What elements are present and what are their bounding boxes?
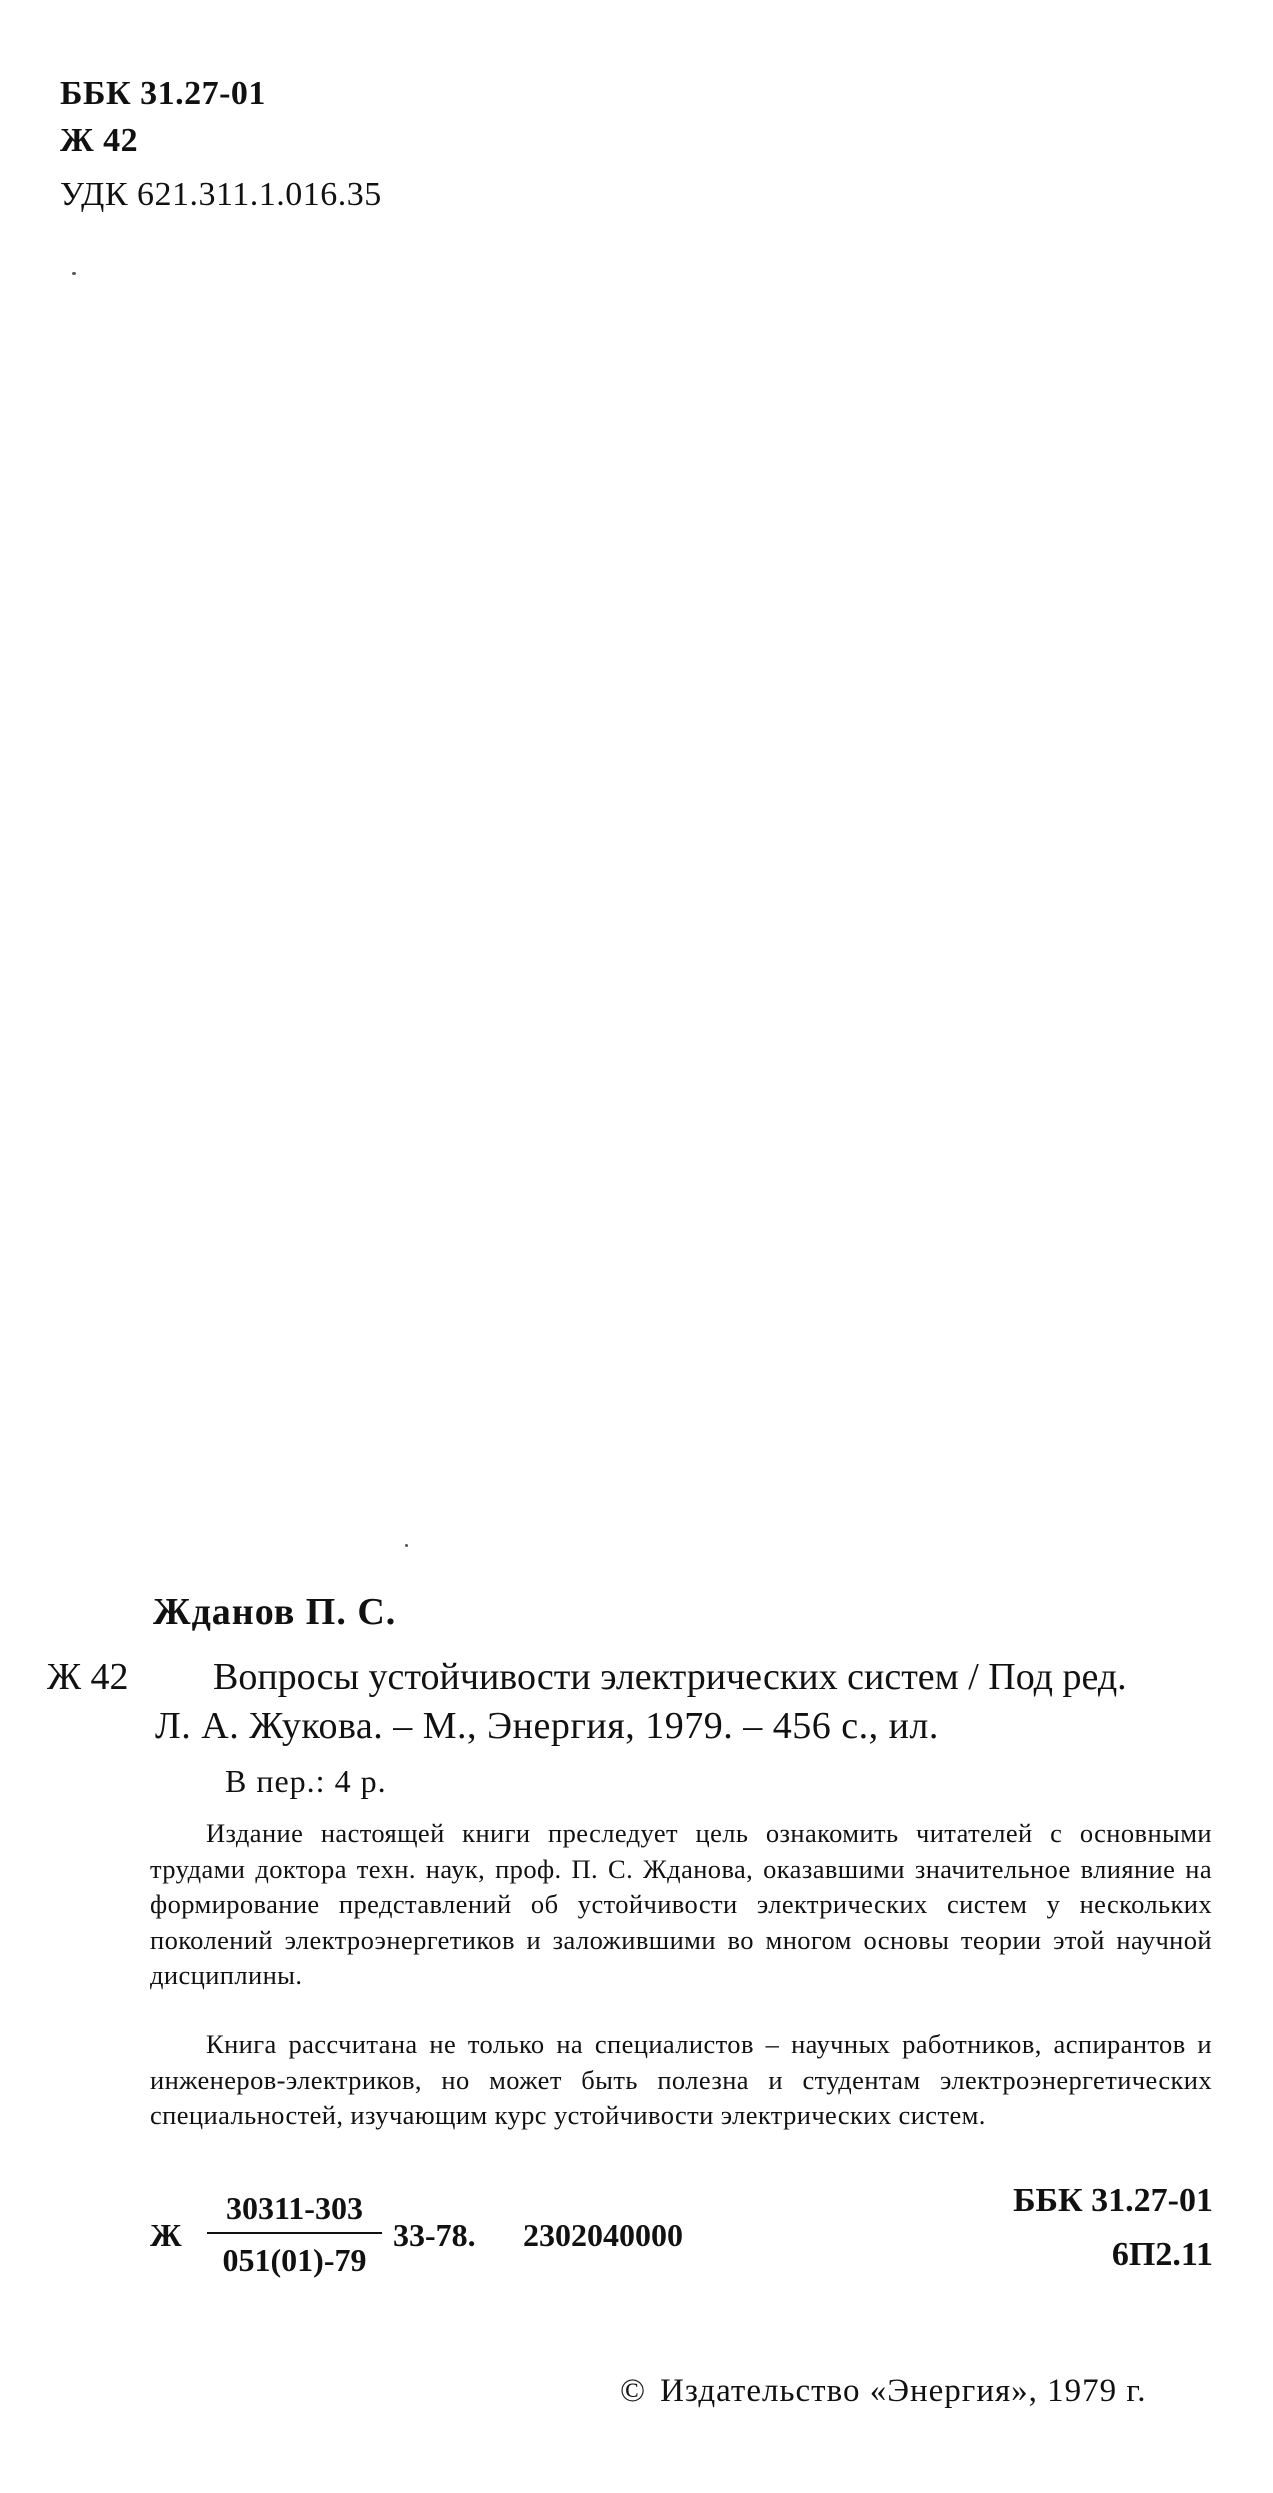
- book-title-line-1: Вопросы устойчивости электрических систем / Под ред.: [213, 1656, 1127, 1698]
- bbk-code-bottom: ББК 31.27-01: [1013, 2182, 1213, 2219]
- copyright-text: Издательство «Энергия», 1979 г.: [660, 2373, 1147, 2409]
- bbk-code-top: ББК 31.27-01: [60, 75, 266, 112]
- scan-speck: [72, 272, 76, 275]
- isbn-code: 2302040000: [523, 2217, 683, 2253]
- copyright-icon: ©: [620, 2373, 647, 2409]
- fraction-denominator: 051(01)-79: [222, 2242, 367, 2278]
- price: В пер.: 4 р.: [225, 1763, 387, 1799]
- annotation-paragraph-2: [150, 2027, 1212, 2134]
- udk-code: УДК 621.311.1.016.35: [60, 176, 382, 213]
- copyright-line: [620, 2373, 1146, 2410]
- publisher-code-fraction: [207, 2187, 382, 2281]
- book-title-line-2: Л. А. Жукова. – М., Энергия, 1979. – 456 с., ил.: [155, 1705, 939, 1747]
- scan-speck: [405, 1544, 408, 1547]
- author-name: Жданов П. С.: [153, 1591, 397, 1633]
- bbk-secondary-code: 6П2.11: [1111, 2236, 1213, 2273]
- fraction-numerator: 30311-303: [226, 2190, 363, 2226]
- catalog-mark-top: Ж 42: [60, 122, 139, 159]
- annotation-text-2: Книга рассчитана не только на специалистов – научных работников, аспирантов и инженеров-электриков, но может быть полезна и студентам электроэнергетических специальностей, изучающим курс устойчивости электрических систем.: [150, 2029, 1212, 2130]
- order-code: 33-78.: [393, 2217, 476, 2253]
- fraction-bar: [207, 2232, 382, 2234]
- code-letter: Ж: [150, 2217, 182, 2253]
- catalog-mark: Ж 42: [47, 1656, 129, 1698]
- annotation-text-1: Издание настоящей книги преследует цель ознакомить читателей с основными трудами доктора техн. наук, проф. П. С. Жданова, оказавшими значительное влияние на формирование представлений об устойчивости электрических систем у нескольких поколений электроэнергетиков и заложившими во многом основы теории этой научной дисциплины.: [150, 1818, 1212, 1990]
- annotation-paragraph-1: [150, 1816, 1212, 1994]
